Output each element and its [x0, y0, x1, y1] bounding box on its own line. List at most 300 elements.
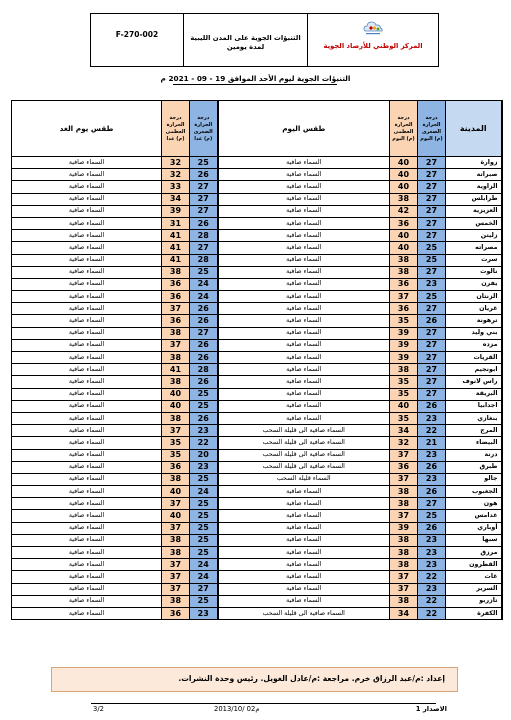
cell-city: نالوت: [446, 266, 502, 278]
header-weather-tomorrow: طقس يوم الغد: [12, 101, 162, 157]
cell-max-tomorrow: 37: [162, 303, 190, 315]
cell-min-today: 23: [418, 534, 446, 546]
table-row: [12, 400, 502, 412]
cell-max-tomorrow: 39: [162, 205, 190, 217]
cell-min-today: 27: [418, 388, 446, 400]
cell-min-today: 27: [418, 352, 446, 364]
cell-weather-today: السماء صافية: [218, 157, 390, 169]
cell-city: طبرق: [446, 461, 502, 473]
cell-max-tomorrow: 31: [162, 217, 190, 229]
cell-min-today: 22: [418, 607, 446, 619]
cell-min-today: 23: [418, 559, 446, 571]
cell-city: مرزق: [446, 547, 502, 559]
cell-max-today: 36: [390, 461, 418, 473]
cell-max-today: 32: [390, 437, 418, 449]
cell-max-today: 40: [390, 230, 418, 242]
cell-city: بني وليد: [446, 327, 502, 339]
cell-max-tomorrow: 40: [162, 510, 190, 522]
cell-weather-tomorrow: السماء صافية: [12, 157, 162, 169]
table-row: [12, 181, 502, 193]
cell-max-today: 35: [390, 376, 418, 388]
cell-min-tomorrow: 25: [190, 388, 218, 400]
cell-weather-tomorrow: السماء صافية: [12, 510, 162, 522]
cell-max-today: 38: [390, 266, 418, 278]
cell-weather-today: السماء صافية الى قليلة السحب: [218, 425, 390, 437]
cell-weather-today: السماء صافية: [218, 303, 390, 315]
cell-min-today: 27: [418, 327, 446, 339]
table-header-row: [12, 101, 502, 157]
cell-city: سرت: [446, 254, 502, 266]
cell-max-tomorrow: 38: [162, 352, 190, 364]
cell-weather-tomorrow: السماء صافية: [12, 193, 162, 205]
table-row: [12, 242, 502, 254]
cell-weather-today: السماء صافية الى قليلة السحب: [218, 437, 390, 449]
cell-min-tomorrow: 25: [190, 473, 218, 485]
cell-max-today: 38: [390, 254, 418, 266]
cell-max-tomorrow: 41: [162, 242, 190, 254]
cell-weather-today: السماء صافية: [218, 364, 390, 376]
table-row: [12, 352, 502, 364]
cell-weather-today: السماء صافية: [218, 291, 390, 303]
cell-min-tomorrow: 26: [190, 303, 218, 315]
table-row: [12, 303, 502, 315]
cell-weather-today: السماء صافية: [218, 376, 390, 388]
cell-min-today: 23: [418, 412, 446, 424]
table-row: [12, 461, 502, 473]
cell-weather-today: السماء صافية: [218, 181, 390, 193]
cell-max-tomorrow: 36: [162, 461, 190, 473]
cell-min-tomorrow: 28: [190, 254, 218, 266]
cell-max-tomorrow: 34: [162, 193, 190, 205]
cell-max-today: 39: [390, 352, 418, 364]
cell-max-tomorrow: 32: [162, 169, 190, 181]
cell-max-today: 37: [390, 473, 418, 485]
header-city: المدينة: [446, 101, 502, 157]
cell-min-today: 27: [418, 157, 446, 169]
cell-city: العزيزية: [446, 205, 502, 217]
table-row: [12, 486, 502, 498]
cell-weather-tomorrow: السماء صافية: [12, 376, 162, 388]
table-row: [12, 607, 502, 619]
cell-min-tomorrow: 25: [190, 534, 218, 546]
cell-city: الخمس: [446, 217, 502, 229]
cell-city: ترهونة: [446, 315, 502, 327]
cell-max-tomorrow: 37: [162, 498, 190, 510]
cell-max-today: 40: [390, 242, 418, 254]
cell-city: هون: [446, 498, 502, 510]
cell-max-tomorrow: 38: [162, 412, 190, 424]
cell-city: صبراتة: [446, 169, 502, 181]
cell-min-today: 23: [418, 583, 446, 595]
cell-max-tomorrow: 37: [162, 571, 190, 583]
cell-max-tomorrow: 37: [162, 425, 190, 437]
table-row: [12, 583, 502, 595]
cell-weather-today: السماء صافية: [218, 534, 390, 546]
cell-max-tomorrow: 35: [162, 437, 190, 449]
cell-city: أوباري: [446, 522, 502, 534]
cell-min-today: 22: [418, 571, 446, 583]
cell-max-today: 38: [390, 364, 418, 376]
cell-min-tomorrow: 26: [190, 169, 218, 181]
cell-max-tomorrow: 41: [162, 254, 190, 266]
cell-weather-today: السماء صافية: [218, 242, 390, 254]
table-row: [12, 230, 502, 242]
cell-max-today: 34: [390, 425, 418, 437]
cell-weather-tomorrow: السماء صافية: [12, 352, 162, 364]
cell-max-today: 35: [390, 315, 418, 327]
cell-city: يفرن: [446, 278, 502, 290]
cell-weather-today: السماء صافية: [218, 339, 390, 351]
cell-max-tomorrow: 35: [162, 449, 190, 461]
cell-min-tomorrow: 28: [190, 230, 218, 242]
cell-max-today: 36: [390, 303, 418, 315]
cell-min-tomorrow: 26: [190, 217, 218, 229]
cell-weather-tomorrow: السماء صافية: [12, 291, 162, 303]
title-line-2: لمدة يومين: [226, 43, 265, 51]
cell-min-tomorrow: 23: [190, 461, 218, 473]
cell-min-tomorrow: 26: [190, 315, 218, 327]
cell-min-today: 26: [418, 522, 446, 534]
table-row: [12, 547, 502, 559]
cell-min-tomorrow: 23: [190, 607, 218, 619]
cell-weather-today: السماء صافية: [218, 278, 390, 290]
cell-city: القطرون: [446, 559, 502, 571]
organization-name: المركز الوطني للأرصاد الجوية: [323, 42, 423, 50]
cell-weather-tomorrow: السماء صافية: [12, 254, 162, 266]
cell-weather-tomorrow: السماء صافية: [12, 412, 162, 424]
table-row: [12, 315, 502, 327]
cell-max-tomorrow: 38: [162, 266, 190, 278]
header-min-today: درجة الحرارة الصغرى (م) اليوم: [418, 101, 446, 157]
cell-weather-tomorrow: السماء صافية: [12, 522, 162, 534]
cell-min-tomorrow: 27: [190, 181, 218, 193]
cell-max-tomorrow: 40: [162, 400, 190, 412]
table-row: [12, 364, 502, 376]
cell-city: المرج: [446, 425, 502, 437]
cell-weather-today: السماء صافية: [218, 498, 390, 510]
forecast-subtitle: التنبؤات الجوية ليوم الأحد الموافق 19 - 09 - 2021 م: [160, 74, 351, 83]
cell-weather-tomorrow: السماء صافية: [12, 181, 162, 193]
cell-min-tomorrow: 24: [190, 559, 218, 571]
cell-max-tomorrow: 33: [162, 181, 190, 193]
cell-weather-today: السماء صافية: [218, 510, 390, 522]
cell-min-tomorrow: 27: [190, 583, 218, 595]
table-row: [12, 473, 502, 485]
cell-min-today: 27: [418, 498, 446, 510]
cell-weather-tomorrow: السماء صافية: [12, 230, 162, 242]
cell-max-today: 38: [390, 559, 418, 571]
cell-min-today: 27: [418, 217, 446, 229]
cell-max-today: 39: [390, 339, 418, 351]
cell-max-today: 38: [390, 193, 418, 205]
cell-min-today: 27: [418, 376, 446, 388]
cell-weather-tomorrow: السماء صافية: [12, 547, 162, 559]
cell-min-today: 25: [418, 510, 446, 522]
cell-min-tomorrow: 27: [190, 193, 218, 205]
header-min-tomorrow: درجة الحرارة الصغرى (م) غدا: [190, 101, 218, 157]
cell-max-today: 40: [390, 157, 418, 169]
cell-city: البيضاء: [446, 437, 502, 449]
cell-weather-tomorrow: السماء صافية: [12, 486, 162, 498]
table-row: [12, 449, 502, 461]
cell-max-today: 42: [390, 205, 418, 217]
table-row: [12, 437, 502, 449]
cell-max-tomorrow: 36: [162, 278, 190, 290]
cell-max-today: 37: [390, 583, 418, 595]
cell-min-today: 23: [418, 449, 446, 461]
cell-weather-tomorrow: السماء صافية: [12, 449, 162, 461]
cell-max-today: 36: [390, 217, 418, 229]
cell-min-tomorrow: 25: [190, 510, 218, 522]
cell-min-today: 27: [418, 364, 446, 376]
cell-weather-today: السماء صافية: [218, 522, 390, 534]
cell-weather-today: السماء صافية: [218, 217, 390, 229]
table-row: [12, 157, 502, 169]
bottom-divider: [91, 703, 436, 704]
table-row: [12, 510, 502, 522]
cell-weather-tomorrow: السماء صافية: [12, 583, 162, 595]
table-row: [12, 559, 502, 571]
table-row: [12, 522, 502, 534]
cell-city: درنة: [446, 449, 502, 461]
cell-weather-today: السماء صافية: [218, 412, 390, 424]
cell-max-today: 38: [390, 595, 418, 607]
cell-weather-tomorrow: السماء صافية: [12, 437, 162, 449]
cell-city: غات: [446, 571, 502, 583]
document-header: [90, 13, 439, 67]
cell-weather-tomorrow: السماء صافية: [12, 534, 162, 546]
cell-max-tomorrow: 41: [162, 230, 190, 242]
cell-max-tomorrow: 40: [162, 486, 190, 498]
cell-weather-tomorrow: السماء صافية: [12, 461, 162, 473]
cell-max-tomorrow: 37: [162, 522, 190, 534]
cell-city: القريات: [446, 352, 502, 364]
cell-weather-tomorrow: السماء صافية: [12, 266, 162, 278]
table-row: [12, 534, 502, 546]
cell-min-today: 27: [418, 230, 446, 242]
table-row: [12, 266, 502, 278]
cell-max-tomorrow: 36: [162, 291, 190, 303]
cell-weather-tomorrow: السماء صافية: [12, 607, 162, 619]
cell-max-tomorrow: 38: [162, 595, 190, 607]
cell-max-today: 38: [390, 498, 418, 510]
cell-weather-today: السماء صافية: [218, 571, 390, 583]
cell-weather-today: السماء صافية: [218, 388, 390, 400]
cell-max-today: 39: [390, 327, 418, 339]
cell-city: مصراته: [446, 242, 502, 254]
header-max-tomorrow: درجة الحرارة العظمى (م) غدا: [162, 101, 190, 157]
cell-min-tomorrow: 25: [190, 595, 218, 607]
issue-number: الاصدار 1: [415, 705, 447, 713]
table-row: [12, 498, 502, 510]
cell-max-tomorrow: 38: [162, 376, 190, 388]
cell-min-tomorrow: 23: [190, 425, 218, 437]
cell-weather-tomorrow: السماء صافية: [12, 339, 162, 351]
cell-min-today: 27: [418, 303, 446, 315]
cell-min-tomorrow: 24: [190, 486, 218, 498]
cell-weather-tomorrow: السماء صافية: [12, 388, 162, 400]
title-line-1: التنبؤات الجوية على المدن الليبية: [190, 34, 301, 42]
cell-min-today: 27: [418, 266, 446, 278]
table-row: [12, 388, 502, 400]
cell-city: طرابلس: [446, 193, 502, 205]
cell-max-today: 40: [390, 400, 418, 412]
cell-weather-today: السماء صافية: [218, 327, 390, 339]
cell-weather-tomorrow: السماء صافية: [12, 217, 162, 229]
cell-max-today: 35: [390, 388, 418, 400]
cell-weather-today: السماء صافية: [218, 352, 390, 364]
table-row: [12, 339, 502, 351]
cell-weather-tomorrow: السماء صافية: [12, 559, 162, 571]
cell-weather-tomorrow: السماء صافية: [12, 315, 162, 327]
cell-weather-today: السماء صافية: [218, 595, 390, 607]
cell-city: غريان: [446, 303, 502, 315]
table-row: [12, 169, 502, 181]
cell-city: اجدابيا: [446, 400, 502, 412]
table-row: [12, 327, 502, 339]
cell-max-today: 37: [390, 291, 418, 303]
forecast-table: [11, 100, 503, 620]
cell-max-tomorrow: 38: [162, 547, 190, 559]
cell-max-tomorrow: 32: [162, 157, 190, 169]
cell-city: زليتن: [446, 230, 502, 242]
cell-weather-tomorrow: السماء صافية: [12, 400, 162, 412]
cell-weather-today: السماء صافية: [218, 254, 390, 266]
header-weather-today: طقس اليوم: [218, 101, 390, 157]
cell-min-today: 27: [418, 193, 446, 205]
cell-weather-today: السماء صافية: [218, 169, 390, 181]
cell-max-today: 39: [390, 522, 418, 534]
cell-max-tomorrow: 37: [162, 559, 190, 571]
cell-weather-today: السماء صافية: [218, 315, 390, 327]
cell-min-tomorrow: 24: [190, 291, 218, 303]
cell-city: البريقة: [446, 388, 502, 400]
page-number: 3/2: [93, 705, 104, 713]
cell-weather-tomorrow: السماء صافية: [12, 242, 162, 254]
cell-min-tomorrow: 25: [190, 522, 218, 534]
cell-city: ابونجيم: [446, 364, 502, 376]
cell-min-today: 26: [418, 461, 446, 473]
form-code: F-270-002: [115, 30, 159, 39]
cell-weather-today: السماء صافية: [218, 486, 390, 498]
cell-min-today: 22: [418, 425, 446, 437]
cell-max-tomorrow: 41: [162, 364, 190, 376]
header-max-today: درجة الحرارة العظمى (م) اليوم: [390, 101, 418, 157]
cell-max-today: 37: [390, 449, 418, 461]
cell-city: غدامس: [446, 510, 502, 522]
cell-min-tomorrow: 26: [190, 376, 218, 388]
document-title: [183, 14, 307, 66]
cell-weather-tomorrow: السماء صافية: [12, 498, 162, 510]
cell-city: زوارة: [446, 157, 502, 169]
table-row: [12, 425, 502, 437]
cell-max-today: 35: [390, 412, 418, 424]
cell-min-today: 27: [418, 169, 446, 181]
cell-max-tomorrow: 36: [162, 315, 190, 327]
cell-max-today: 38: [390, 547, 418, 559]
cell-weather-tomorrow: السماء صافية: [12, 571, 162, 583]
cell-min-today: 27: [418, 181, 446, 193]
cell-weather-today: السماء صافية: [218, 583, 390, 595]
cell-city: الجغبوب: [446, 486, 502, 498]
cell-city: تازربو: [446, 595, 502, 607]
cell-city: الزاوية: [446, 181, 502, 193]
table-row: [12, 291, 502, 303]
cell-city: راس لانوف: [446, 376, 502, 388]
cell-weather-today: السماء صافية: [218, 559, 390, 571]
table-row: [12, 412, 502, 424]
cell-max-tomorrow: 40: [162, 388, 190, 400]
cell-weather-tomorrow: السماء صافية: [12, 473, 162, 485]
cell-weather-tomorrow: السماء صافية: [12, 278, 162, 290]
cell-max-tomorrow: 37: [162, 339, 190, 351]
cell-max-tomorrow: 38: [162, 327, 190, 339]
cell-city: جالو: [446, 473, 502, 485]
cell-min-tomorrow: 26: [190, 339, 218, 351]
cell-weather-tomorrow: السماء صافية: [12, 205, 162, 217]
cell-weather-today: السماء صافية الى قليلة السحب: [218, 449, 390, 461]
cell-weather-today: السماء صافية: [218, 230, 390, 242]
cell-min-tomorrow: 22: [190, 437, 218, 449]
cell-city: مزده: [446, 339, 502, 351]
cell-city: الكفرة: [446, 607, 502, 619]
cell-min-tomorrow: 25: [190, 266, 218, 278]
cell-city: الزنتان: [446, 291, 502, 303]
cell-max-today: 37: [390, 571, 418, 583]
cell-weather-tomorrow: السماء صافية: [12, 425, 162, 437]
cell-weather-today: السماء صافية: [218, 547, 390, 559]
cell-weather-tomorrow: السماء صافية: [12, 303, 162, 315]
cell-min-tomorrow: 24: [190, 571, 218, 583]
table-row: [12, 595, 502, 607]
cell-max-today: 38: [390, 486, 418, 498]
cell-min-today: 25: [418, 242, 446, 254]
cell-min-tomorrow: 20: [190, 449, 218, 461]
cell-min-today: 26: [418, 486, 446, 498]
cell-weather-today: السماء صافية الى قليلة السحب: [218, 461, 390, 473]
table-row: [12, 205, 502, 217]
cell-min-today: 27: [418, 205, 446, 217]
cell-min-tomorrow: 26: [190, 352, 218, 364]
cell-weather-today: السماء قليلة السحب: [218, 473, 390, 485]
cell-weather-tomorrow: السماء صافية: [12, 169, 162, 181]
cell-min-today: 23: [418, 547, 446, 559]
signature-footer: إعداد :م/عبد الرزاق خرم. مراجعة :م/عادل الغويل. رئيس وحدة النشرات.: [51, 667, 458, 692]
cell-min-today: 21: [418, 437, 446, 449]
cell-max-tomorrow: 37: [162, 583, 190, 595]
cell-min-tomorrow: 27: [190, 327, 218, 339]
table-row: [12, 254, 502, 266]
cell-weather-today: السماء صافية: [218, 193, 390, 205]
cell-min-tomorrow: 25: [190, 400, 218, 412]
cell-max-tomorrow: 38: [162, 534, 190, 546]
cell-min-today: 26: [418, 400, 446, 412]
cell-min-tomorrow: 28: [190, 364, 218, 376]
cell-city: سبها: [446, 534, 502, 546]
cell-min-tomorrow: 25: [190, 498, 218, 510]
cell-max-today: 38: [390, 534, 418, 546]
cell-min-today: 23: [418, 278, 446, 290]
cell-min-today: 27: [418, 339, 446, 351]
table-row: [12, 217, 502, 229]
cell-weather-tomorrow: السماء صافية: [12, 364, 162, 376]
cell-max-tomorrow: 38: [162, 473, 190, 485]
cell-min-today: 26: [418, 315, 446, 327]
cell-max-today: 34: [390, 607, 418, 619]
cell-weather-today: السماء صافية: [218, 266, 390, 278]
table-row: [12, 193, 502, 205]
cell-min-tomorrow: 26: [190, 412, 218, 424]
